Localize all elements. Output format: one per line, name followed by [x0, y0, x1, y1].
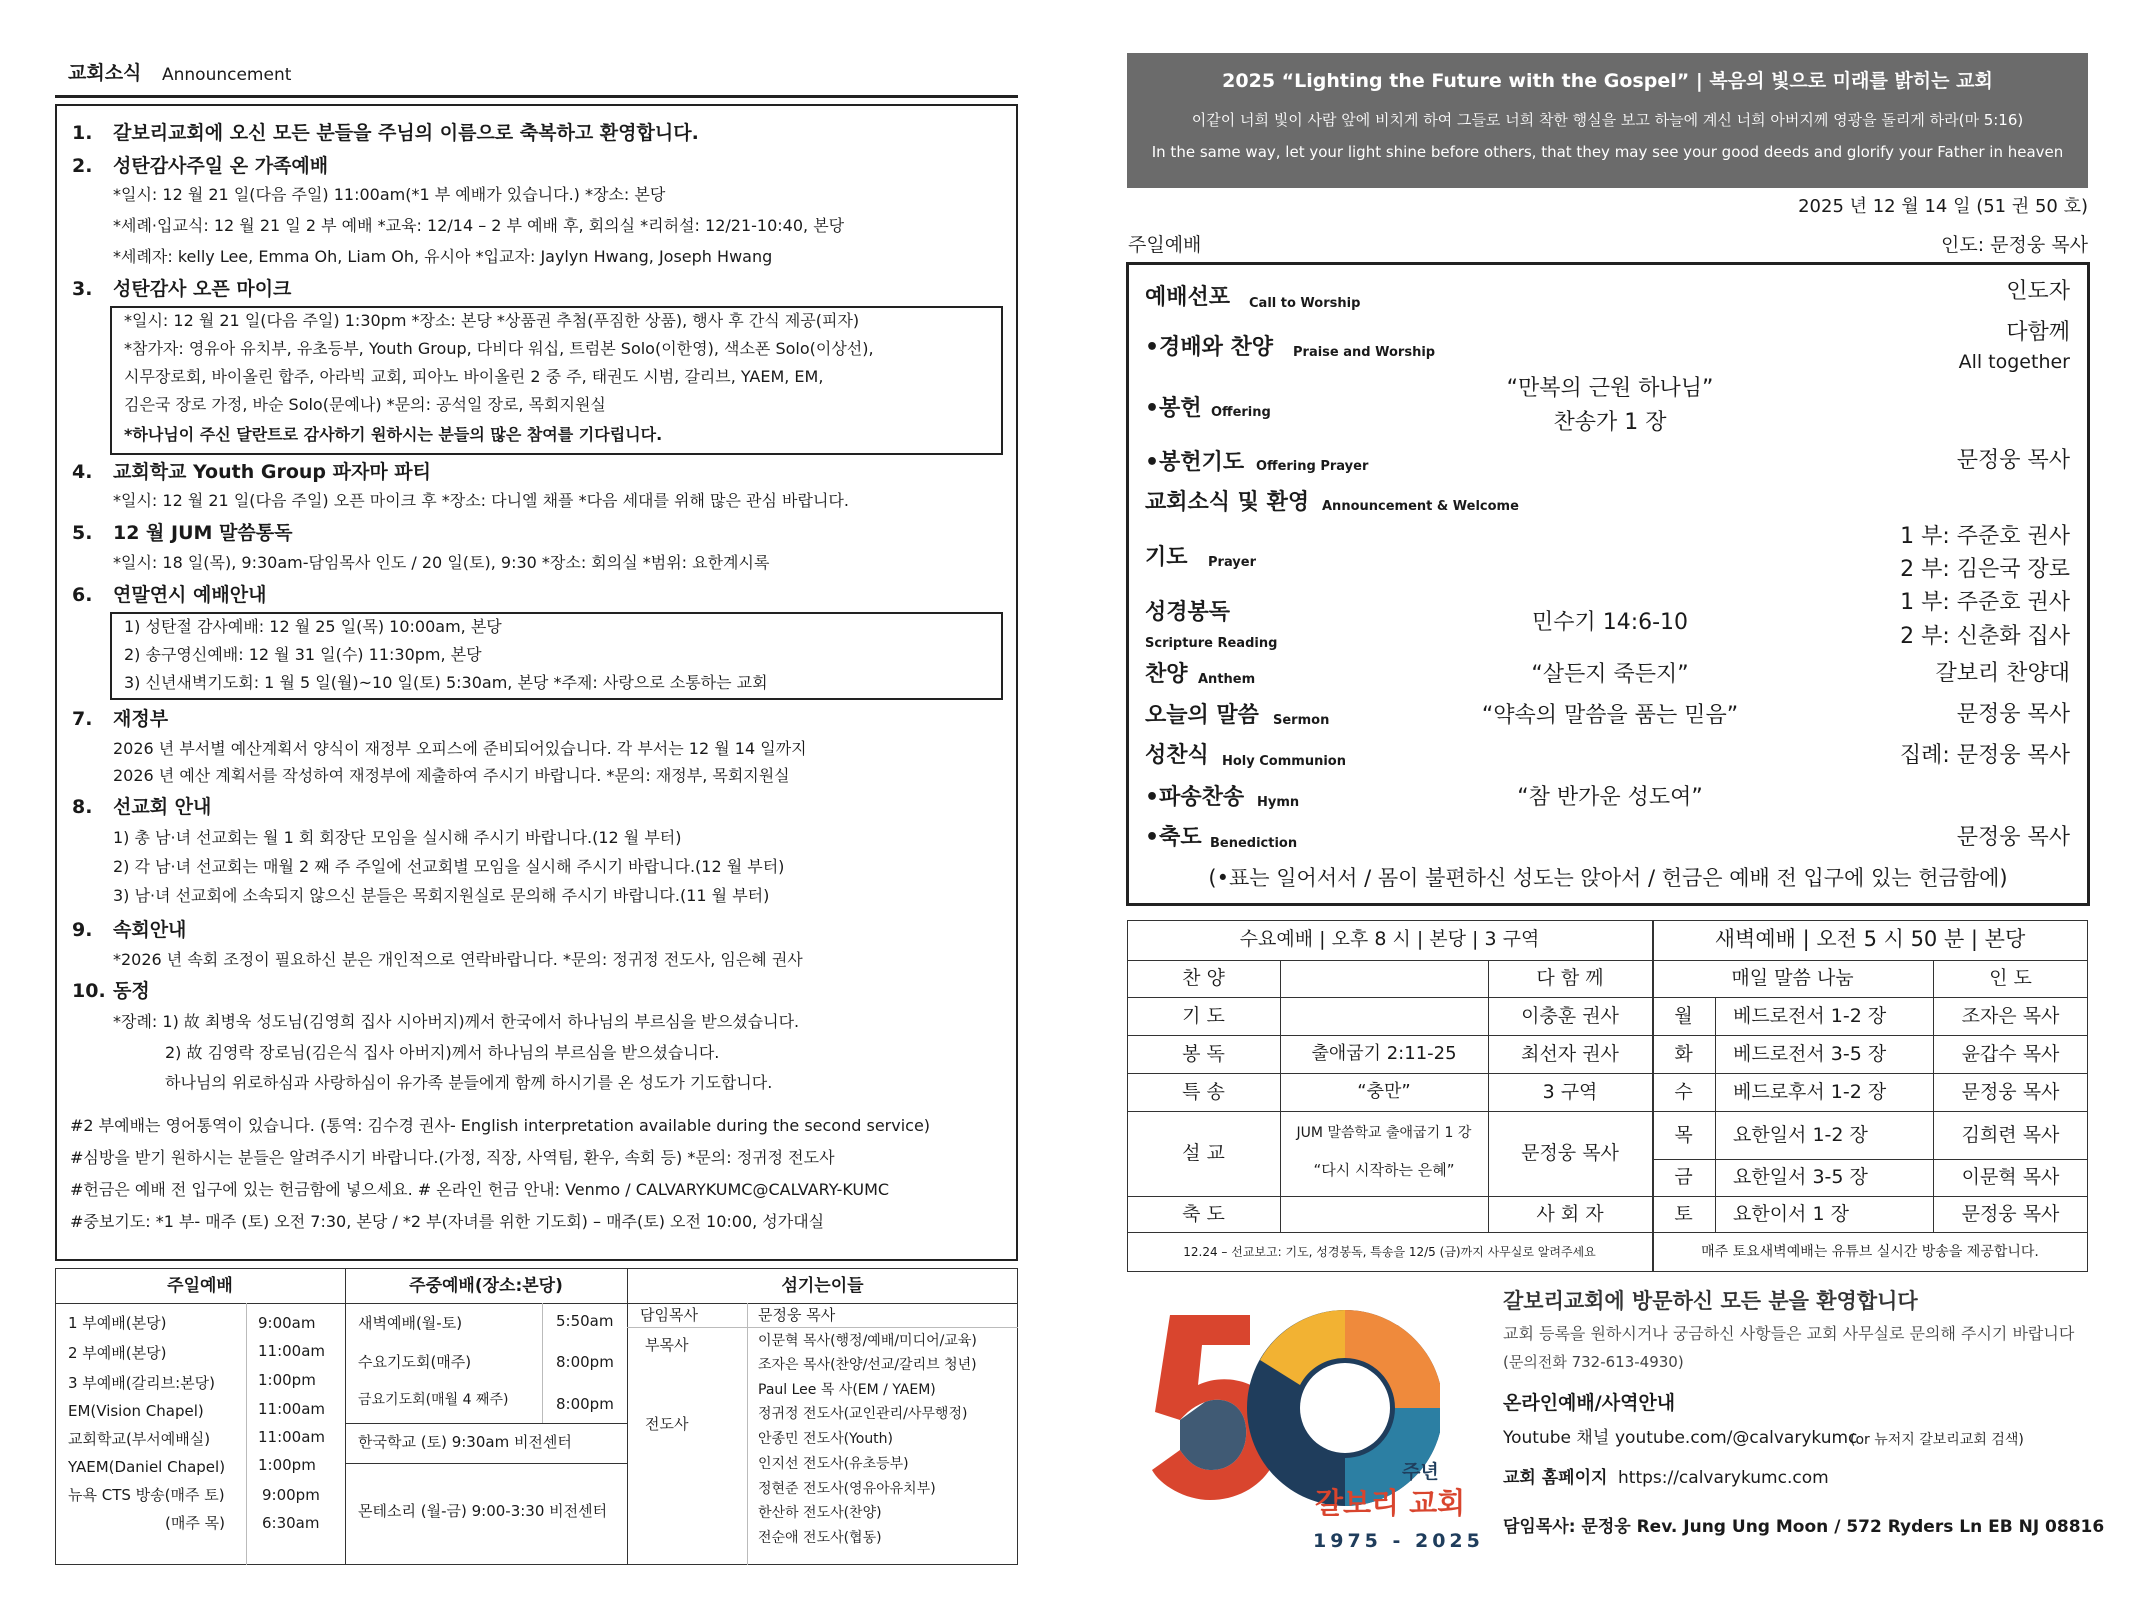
item-line: *일시: 12 월 21 일(다음 주일) 11:00am(*1 부 예배가 있습니다.) *장소: 본당 [113, 185, 666, 204]
order-item-en: Praise and Worship [1293, 345, 1436, 360]
order-item: 기도 [1145, 545, 1188, 570]
dawn-footer: 매주 토요새벽예배는 유튜브 실시간 방송을 제공합니다. [1701, 1244, 2039, 1260]
staff-name: 인지선 전도사(유초등부) [758, 1456, 909, 1472]
service-leader: 인도: 문정웅 목사 [1941, 234, 2088, 256]
item-title: 갈보리교회에 오신 모든 분들을 주님의 이름으로 축복하고 환영합니다. [113, 122, 699, 144]
weekday-service: 금요기도회(매월 4 째주) [358, 1392, 509, 1408]
wed-person: 최선자 권사 [1521, 1043, 1619, 1065]
banner-verse-ko: 이같이 너희 빛이 사람 앞에 비치게 하여 그들로 너희 착한 행실을 보고 하늘에 계신 너희 아버지께 영광을 돌리게 하라(마 5:16) [1191, 111, 2024, 129]
item-line: *세례·입교식: 12 월 21 일 2 부 예배 *교육: 12/14 – 2 부 예배 후, 회의실 *리허설: 12/21-10:40, 본당 [113, 216, 845, 235]
order-middle: “약속의 말씀을 품는 믿음” [1481, 703, 1739, 728]
item-line: 김은국 장로 가정, 바순 Solo(문예나) *문의: 공석일 장로, 목회지원실 [124, 395, 606, 414]
weekday-service: 새벽예배(월-토) [358, 1314, 463, 1332]
item-line: *장례: 1) 故 최병욱 성도님(김영희 집사 시아버지)께서 한국에서 하나님의 부르심을 받으셨습니다. [113, 1012, 800, 1031]
item-number: 9. [72, 919, 93, 941]
item-line: 하나님의 위로하심과 사랑하심이 유가족 분들에게 함께 하시기를 온 성도가 기도합니다. [165, 1073, 773, 1092]
order-item: •파송찬송 [1145, 785, 1245, 810]
wed-person: 이충훈 권사 [1521, 1005, 1619, 1027]
sunday-service: (매주 목) [165, 1514, 225, 1532]
sunday-header: 주일예배 [167, 1276, 233, 1296]
item-number: 5. [72, 522, 93, 544]
staff-name: 문정웅 목사 [758, 1306, 836, 1324]
banner-title: 2025 “Lighting the Future with the Gospel” | 복음의 빛으로 미래를 밝히는 교회 [1222, 70, 1993, 92]
item-line: 시무장로회, 바이올린 합주, 아라빅 교회, 피아노 바이올린 2 중 주, 태권도 시범, 갈리브, YAEM, EM, [124, 367, 824, 386]
item-title: 속회안내 [113, 919, 187, 941]
order-item-en: Call to Worship [1249, 296, 1361, 311]
sunday-time: 9:00am [258, 1314, 316, 1332]
weekday-header: 주중예배(장소:본당) [409, 1276, 563, 1296]
weekday-time: 5:50am [556, 1312, 614, 1330]
order-item-en: Holy Communion [1222, 754, 1346, 769]
staff-header: 섬기는이들 [781, 1276, 864, 1296]
order-right: 1 부: 주준호 권사 [1900, 524, 2070, 549]
sunday-service: 1 부예배(본당) [68, 1314, 167, 1332]
order-middle: “참 반가운 성도여” [1517, 785, 1703, 810]
sunday-time: 9:00pm [262, 1486, 320, 1504]
item-title: 선교회 안내 [113, 796, 212, 818]
youtube-note: (or 뉴저지 갈보리교회 검색) [1850, 1432, 2024, 1448]
wed-role: 찬 양 [1182, 967, 1225, 989]
order-right: 문정웅 목사 [1956, 448, 2070, 473]
dawn-leader: 김희련 목사 [1961, 1124, 2060, 1146]
staff-name: 정귀정 전도사(교인관리/사무행정) [758, 1406, 968, 1422]
dawn-passage: 베드로후서 1-2 장 [1733, 1081, 1887, 1103]
sunday-service: 뉴욕 CTS 방송(매주 토) [68, 1486, 225, 1504]
dawn-day: 토 [1674, 1203, 1693, 1225]
wed-role: 특 송 [1182, 1081, 1225, 1103]
weekday-time: 8:00pm [556, 1395, 614, 1413]
order-item-en: Offering Prayer [1256, 459, 1369, 474]
dawn-day: 금 [1674, 1166, 1693, 1188]
item-number: 4. [72, 461, 93, 483]
item-line: 2) 송구영신예배: 12 월 31 일(수) 11:30pm, 본당 [124, 645, 482, 664]
youtube-link[interactable]: youtube.com/@calvarykumc [1615, 1428, 1858, 1448]
staff-label: 전도사 [645, 1415, 689, 1433]
order-item-en: Offering [1211, 405, 1271, 420]
order-right: 갈보리 찬양대 [1935, 661, 2070, 686]
wed-header: 수요예배 | 오후 8 시 | 본당 | 3 구역 [1239, 928, 1540, 950]
sunday-service: 3 부예배(갈리브:본당) [68, 1374, 215, 1392]
item-line: *참가자: 영유아 유치부, 유초등부, Youth Group, 다비다 워십, 트럼본 Solo(이한영), 색소폰 Solo(이상선), [124, 339, 874, 358]
order-right: 1 부: 주준호 권사 [1900, 590, 2070, 615]
order-middle: 민수기 14:6-10 [1531, 610, 1689, 635]
wed-sermon-series: JUM 말씀학교 출애굽기 1 강 [1296, 1125, 1472, 1141]
order-right: 다함께 [2006, 320, 2070, 345]
dawn-leader: 이문혁 목사 [1961, 1166, 2060, 1188]
weekday-service: 수요기도회(매주) [358, 1353, 472, 1371]
item-title: 12 월 JUM 말씀통독 [113, 522, 293, 544]
homepage-label: 교회 홈페이지 [1503, 1468, 1608, 1488]
note-line: #심방을 받기 원하시는 분들은 알려주시기 바랍니다.(가정, 직장, 사역팀, 환우, 속회 등) *문의: 정귀정 전도사 [70, 1148, 835, 1167]
order-right: 집례: 문정웅 목사 [1899, 743, 2070, 768]
wed-content: 출애굽기 2:11-25 [1311, 1043, 1457, 1064]
sunday-time: 11:00am [258, 1428, 326, 1446]
item-line: 3) 남·녀 선교회에 소속되지 않으신 분들은 목회지원실로 문의해 주시기 바랍니다.(11 월 부터) [113, 886, 770, 905]
item-number: 1. [72, 122, 93, 144]
logo-anniv: 주년 [1402, 1461, 1439, 1483]
banner-verse-en: In the same way, let your light shine before others, that they may see your good deeds and glorify your Father in heaven [1151, 143, 2064, 161]
announcement-subtitle: Announcement [162, 65, 292, 85]
staff-name: 정현준 전도사(영유아유치부) [758, 1481, 936, 1497]
order-item: 예배선포 [1145, 285, 1231, 310]
pastor-address: 담임목사: 문정웅 Rev. Jung Ung Moon / 572 Ryders Ln EB NJ 08816 [1503, 1517, 2105, 1537]
service-label: 주일예배 [1128, 234, 1202, 256]
weekday-extra: 한국학교 (토) 9:30am 비전센터 [358, 1433, 572, 1451]
dawn-passage: 베드로전서 1-2 장 [1733, 1005, 1887, 1027]
order-item: 찬양 [1145, 662, 1188, 687]
logo-church-name: 갈보리 교회 [1315, 1486, 1466, 1520]
order-item-en: Announcement & Welcome [1322, 499, 1519, 514]
dawn-day: 수 [1674, 1081, 1693, 1103]
item-line: *일시: 12 월 21 일(다음 주일) 1:30pm *장소: 본당 *상품권 추첨(푸짐한 상품), 행사 후 간식 제공(피자) [124, 311, 860, 330]
dawn-leader: 윤갑수 목사 [1961, 1043, 2060, 1065]
dawn-passage: 요한이서 1 장 [1733, 1203, 1849, 1225]
dawn-col-header: 인 도 [1989, 967, 2032, 989]
dawn-passage: 베드로전서 3-5 장 [1733, 1043, 1887, 1065]
online-title: 온라인예배/사역안내 [1503, 1392, 1676, 1414]
sunday-service: EM(Vision Chapel) [68, 1402, 204, 1420]
item-number: 7. [72, 708, 93, 730]
sunday-time: 1:00pm [258, 1371, 316, 1389]
order-item: •봉헌 [1145, 396, 1202, 421]
dawn-passage: 요한일서 3-5 장 [1733, 1166, 1868, 1188]
item-title: 성탄감사주일 온 가족예배 [113, 155, 329, 177]
dawn-day: 목 [1674, 1124, 1693, 1146]
order-right: All together [1958, 351, 2070, 373]
wed-sermon-title: “다시 시작하는 은혜” [1313, 1161, 1455, 1179]
item-line: 1) 성탄절 감사예배: 12 월 25 일(목) 10:00am, 본당 [124, 617, 502, 636]
announcement-title: 교회소식 [68, 62, 142, 84]
order-item-en: Anthem [1198, 672, 1256, 687]
order-item-en: Scripture Reading [1145, 636, 1278, 651]
item-number: 10. [72, 980, 106, 1002]
welcome-title: 갈보리교회에 방문하신 모든 분을 환영합니다 [1503, 1289, 1918, 1313]
order-item-en: Sermon [1273, 713, 1330, 728]
item-line: *세례자: kelly Lee, Emma Oh, Liam Oh, 유시아 *입교자: Jaylyn Hwang, Joseph Hwang [113, 247, 773, 266]
staff-label: 담임목사 [640, 1306, 698, 1324]
order-middle: “만복의 근원 하나님” [1506, 376, 1714, 401]
item-title: 재정부 [113, 708, 169, 730]
order-item-en: Hymn [1257, 795, 1300, 810]
staff-name: 한산하 전도사(찬양) [758, 1505, 882, 1521]
dawn-header: 새벽예배 | 오전 5 시 50 분 | 본당 [1714, 927, 2026, 951]
sunday-service: 2 부예배(본당) [68, 1344, 167, 1362]
item-title: 성탄감사 오픈 마이크 [113, 278, 292, 300]
staff-name: 전순애 전도사(협동) [758, 1530, 882, 1546]
order-item: •축도 [1145, 825, 1202, 850]
order-item: 오늘의 말씀 [1145, 703, 1259, 728]
item-line: 2) 故 김영락 장로님(김은식 집사 아버지)께서 하나님의 부르심을 받으셨습니다. [165, 1043, 720, 1062]
welcome-phone: (문의전화 732-613-4930) [1503, 1353, 1684, 1371]
dawn-col-header: 매일 말씀 나눔 [1731, 967, 1854, 989]
item-title: 연말연시 예배안내 [113, 584, 267, 606]
homepage-link[interactable]: https://calvarykumc.com [1618, 1468, 1829, 1488]
item-number: 2. [72, 155, 93, 177]
wed-footer: 12.24 – 선교보고: 기도, 성경봉독, 특송을 12/5 (금)까지 사무실로 알려주세요 [1183, 1245, 1596, 1259]
youtube-label: Youtube 채널 [1503, 1428, 1610, 1448]
welcome-line: 교회 등록을 원하시거나 궁금하신 사항들은 교회 사무실로 문의해 주시기 바랍니다 [1503, 1324, 2075, 1343]
sunday-time: 1:00pm [258, 1456, 316, 1474]
wed-person: 문정웅 목사 [1521, 1142, 1619, 1164]
sunday-time: 11:00am [258, 1342, 326, 1360]
wed-role: 봉 독 [1182, 1043, 1225, 1065]
item-line: 1) 총 남·녀 선교회는 월 1 회 회장단 모임을 실시해 주시기 바랍니다.(12 월 부터) [113, 828, 682, 847]
order-item: 교회소식 및 환영 [1145, 490, 1310, 515]
sunday-service: 교회학교(부서예배실) [68, 1430, 211, 1448]
item-line: *일시: 12 월 21 일(다음 주일) 오픈 마이크 후 *장소: 다니엘 채플 *다음 세대를 위해 많은 관심 바랍니다. [113, 491, 849, 510]
wed-role: 축 도 [1182, 1203, 1225, 1225]
item-number: 3. [72, 278, 93, 300]
item-line: 2026 년 부서별 예산계획서 양식이 재정부 오피스에 준비되어있습니다. 각 부서는 12 월 14 일까지 [113, 739, 807, 758]
item-line: *2026 년 속회 조정이 필요하신 분은 개인적으로 연락바랍니다. *문의: 정귀정 전도사, 임은혜 권사 [113, 950, 803, 969]
order-right: 문정웅 목사 [1956, 702, 2070, 727]
sunday-service: YAEM(Daniel Chapel) [68, 1458, 226, 1476]
order-middle: “살든지 죽든지” [1531, 662, 1689, 687]
sunday-time: 6:30am [262, 1514, 320, 1532]
item-line: 2) 각 남·녀 선교회는 매월 2 째 주 주일에 선교회별 모임을 실시해 주시기 바랍니다.(12 월 부터) [113, 857, 785, 876]
item-line: 2026 년 예산 계획서를 작성하여 재정부에 제출하여 주시기 바랍니다. *문의: 재정부, 목회지원실 [113, 766, 790, 785]
wed-person: 3 구역 [1542, 1081, 1598, 1103]
order-item: 성경봉독 [1145, 600, 1231, 625]
item-line: 3) 신년새벽기도회: 1 월 5 일(월)~10 일(토) 5:30am, 본당 *주제: 사랑으로 소통하는 교회 [124, 673, 768, 692]
dawn-passage: 요한일서 1-2 장 [1733, 1124, 1868, 1146]
dawn-leader: 문정웅 목사 [1961, 1081, 2060, 1103]
item-number: 8. [72, 796, 93, 818]
logo-years: 1975 - 2025 [1313, 1530, 1484, 1552]
wed-person: 다 함 께 [1536, 967, 1604, 989]
dawn-day: 화 [1674, 1043, 1693, 1065]
order-item: •경배와 찬양 [1145, 335, 1273, 360]
order-right: 문정웅 목사 [1956, 825, 2070, 850]
order-right: 2 부: 신춘화 집사 [1900, 624, 2070, 649]
staff-name: 안종민 전도사(Youth) [758, 1431, 894, 1447]
wed-content: “충만” [1357, 1081, 1411, 1102]
header-rule [55, 95, 1018, 98]
wed-person: 사 회 자 [1536, 1203, 1604, 1225]
item-line: *일시: 18 일(목), 9:30am-담임목사 인도 / 20 일(토), 9:30 *장소: 회의실 *범위: 요한계시록 [113, 553, 770, 572]
item-line: *하나님이 주신 달란트로 감사하기 원하시는 분들의 많은 참여를 기다립니다. [124, 425, 663, 444]
order-footnote: (•표는 일어서서 / 몸이 불편하신 성도는 앉아서 / 헌금은 예배 전 입구에 있는 헌금함에) [1208, 866, 2008, 890]
note-line: #2 부예배는 영어통역이 있습니다. (통역: 김수경 권사- English interpretation available during the second service) [70, 1116, 931, 1135]
order-item-en: Benediction [1210, 836, 1298, 851]
item-title: 동정 [113, 980, 150, 1002]
order-item-en: Prayer [1208, 555, 1257, 570]
item-number: 6. [72, 584, 93, 606]
order-right: 2 부: 김은국 장로 [1900, 557, 2070, 582]
staff-name: Paul Lee 목 사(EM / YAEM) [758, 1382, 936, 1398]
sunday-time: 11:00am [258, 1400, 326, 1418]
order-item: •봉헌기도 [1145, 450, 1245, 475]
staff-label: 부목사 [645, 1336, 689, 1354]
note-line: #헌금은 예배 전 입구에 있는 헌금함에 넣으세요. # 온라인 헌금 안내: Venmo / CALVARYKUMC@CALVARY-KUMC [70, 1180, 890, 1199]
order-item: 성찬식 [1145, 743, 1209, 768]
staff-name: 조자은 목사(찬양/선교/갈리브 청년) [758, 1357, 977, 1373]
bulletin-date: 2025 년 12 월 14 일 (51 권 50 호) [1798, 196, 2088, 217]
note-line: #중보기도: *1 부- 매주 (토) 오전 7:30, 본당 / *2 부(자녀를 위한 기도회) – 매주(토) 오전 10:00, 성가대실 [70, 1212, 825, 1231]
dawn-leader: 조자은 목사 [1961, 1005, 2060, 1027]
staff-name: 이문혁 목사(행정/예배/미디어/교육) [758, 1333, 977, 1349]
dawn-day: 월 [1674, 1005, 1693, 1027]
order-right: 인도자 [2006, 279, 2070, 304]
wed-role: 기 도 [1182, 1005, 1225, 1027]
wed-role: 설 교 [1182, 1142, 1225, 1164]
order-middle: 찬송가 1 장 [1553, 410, 1667, 435]
item-title: 교회학교 Youth Group 파자마 파티 [113, 461, 431, 483]
dawn-leader: 문정웅 목사 [1961, 1203, 2060, 1225]
weekday-extra: 몬테소리 (월-금) 9:00-3:30 비전센터 [358, 1502, 608, 1520]
weekday-time: 8:00pm [556, 1353, 614, 1371]
